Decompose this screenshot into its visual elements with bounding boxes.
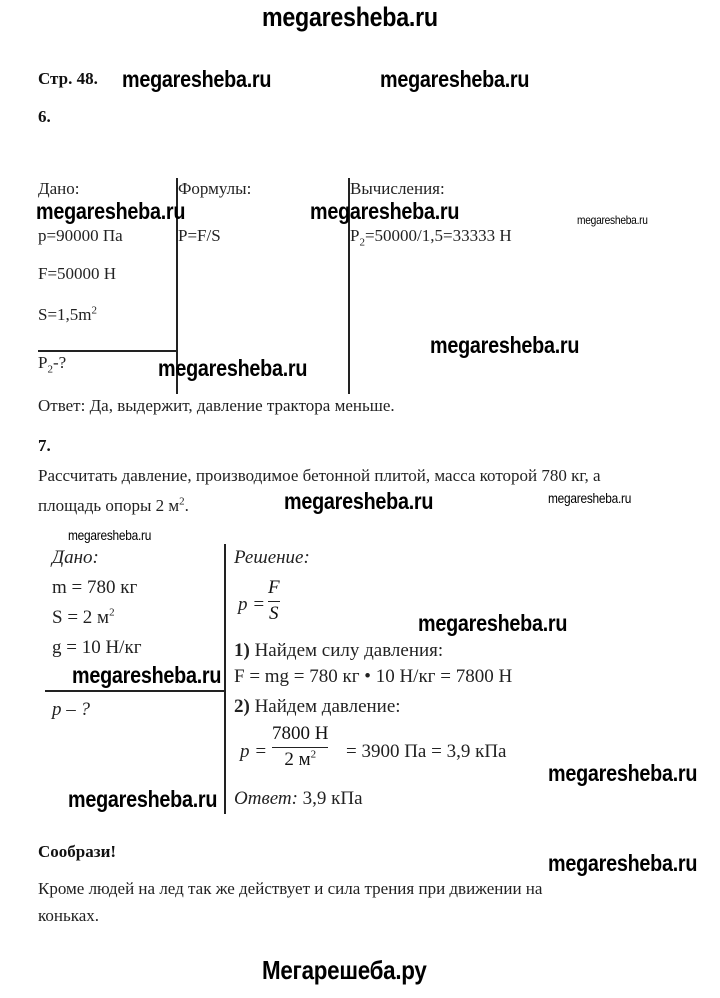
watermark: megaresheba.ru [380,66,530,92]
task7-number: 7. [38,436,51,455]
given-mass: m = 780 кг [52,577,138,598]
table-divider [45,690,225,692]
given-g: g = 10 Н/кг [52,637,142,658]
task6-answer: Ответ: Да, выдержит, давление трактора меньше. [38,396,395,415]
watermark: megaresheba.ru [284,488,434,514]
given-force: F=50000 Н [38,264,117,283]
watermark: megaresheba.ru [310,198,460,224]
given-title: Дано: [52,547,99,568]
task7-answer: Ответ: 3,9 кПа [234,788,363,809]
watermark: megaresheba.ru [418,610,568,636]
header-formulas: Формулы: [178,179,252,198]
watermark: megaresheba.ru [68,527,152,543]
table-divider [224,544,226,814]
step2-fraction: 7800 Н 2 $м^2$ [272,723,329,771]
step2: 2) Найдем давление: [234,696,401,717]
formula-lhs: p = [238,594,266,615]
given-area: S = 2 $м^2$ [52,606,115,628]
header-calculations: Вычисления: [350,179,445,198]
step1: 1) Найдем силу давления: [234,640,444,661]
watermark: megaresheba.ru [548,760,698,786]
watermark: megaresheba.ru [122,66,272,92]
watermark: megaresheba.ru [36,198,186,224]
think-title: Сообрази! [38,842,117,861]
watermark: megaresheba.ru [548,490,632,506]
given-area: $S=1,5m^2$ [38,304,98,324]
given-pressure: p=90000 Па [38,226,123,245]
watermark: megaresheba.ru [72,662,222,688]
watermark-header: megaresheba.ru [262,2,438,32]
think-text: Кроме людей на лед так же действует и сила трения при движении на [38,879,543,898]
formula-fraction: F S [268,577,280,625]
watermark: megaresheba.ru [577,213,648,227]
step2-lhs: p = [240,741,268,762]
task7-text: площадь опоры 2 $м^2$. [38,495,189,515]
step2-result: = 3900 Па = 3,9 кПа [346,741,507,762]
find: p – ? [52,699,90,720]
find: $P_2-$? [38,353,67,376]
header-given: Дано: [38,179,80,198]
formula: P=F/S [178,226,221,245]
page-label: Стр. 48. [38,69,98,88]
think-text: коньках. [38,906,100,925]
footer-watermark: Мегарешеба.ру [262,955,427,985]
watermark: megaresheba.ru [548,850,698,876]
watermark: megaresheba.ru [430,332,580,358]
table-divider [38,350,177,352]
step1-calc: F = mg = 780 кг • 10 Н/кг = 7800 Н [234,666,513,687]
task6-number: 6. [38,107,51,126]
calculation: $P_2=50000/1,5=33333$ Н [350,226,512,249]
solution-title: Решение: [234,547,310,568]
watermark: megaresheba.ru [68,786,218,812]
watermark: megaresheba.ru [158,355,308,381]
task7-text: Рассчитать давление, производимое бетонной плитой, масса которой 780 кг, а [38,466,601,485]
